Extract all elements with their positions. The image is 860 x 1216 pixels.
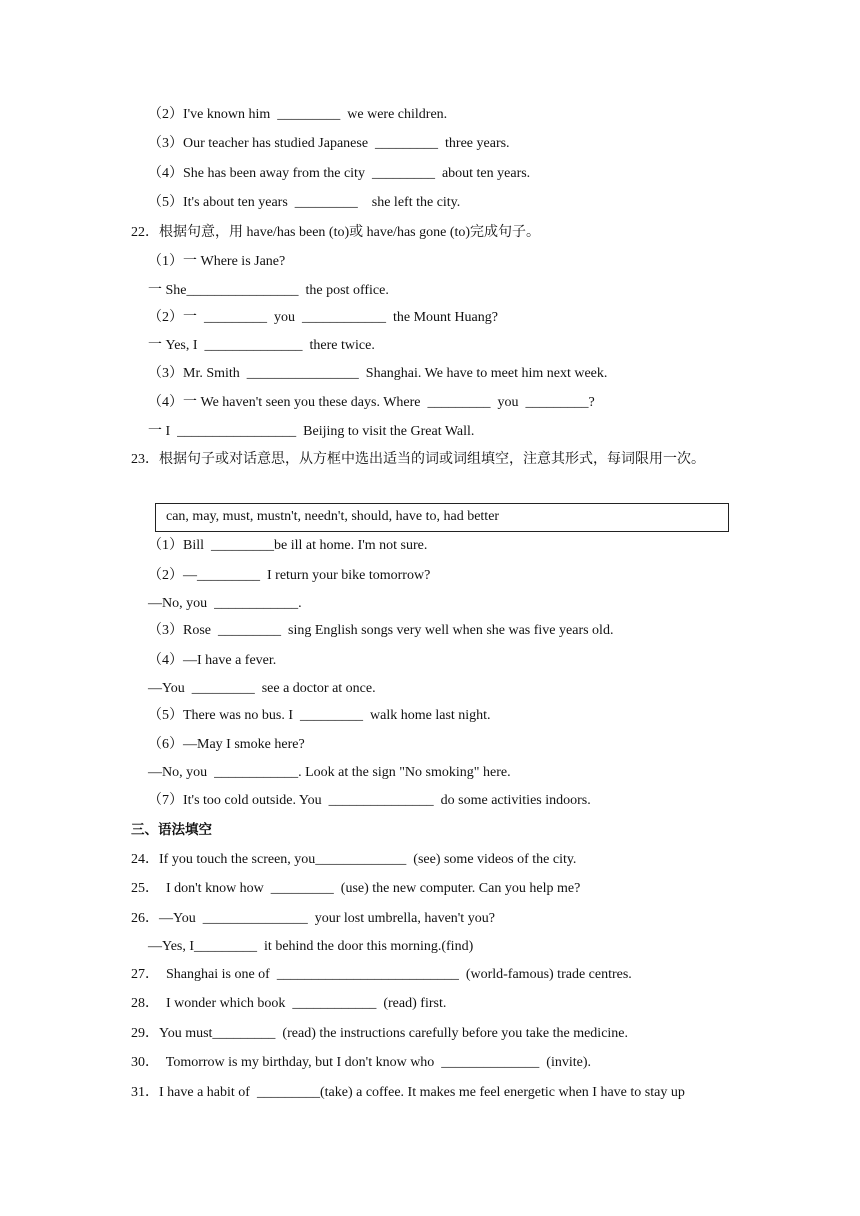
q23-item-2-question: （2）—_________ I return your bike tomorrow?: [148, 568, 431, 583]
q22-item-1-question: （1）一 Where is Jane?: [148, 254, 286, 269]
section-heading-grammar-fill: 三、语法填空: [131, 822, 212, 838]
q23-item-5: （5）There was no bus. I _________ walk home last night.: [148, 708, 491, 723]
q23-item-3: （3）Rose _________ sing English songs very well when she was five years old.: [148, 623, 614, 638]
q22-item-2-question: （2）一 _________ you ____________ the Mount Huang?: [148, 310, 498, 325]
q23-instruction: 23．根据句子或对话意思，从方框中选出适当的词或词组填空，注意其形式，每词限用一次。: [131, 452, 705, 467]
q30: 30． Tomorrow is my birthday, but I don't know who ______________ (invite).: [131, 1055, 592, 1070]
q23-item-4-question: （4）—I have a fever.: [148, 653, 277, 668]
q23-item-2-answer: —No, you ____________.: [148, 596, 302, 611]
q21-item-3: （3）Our teacher has studied Japanese _________ three years.: [148, 136, 510, 151]
q23-item-6-answer: —No, you ____________. Look at the sign "No smoking" here.: [148, 765, 511, 780]
q22-item-4-question: （4）一 We haven't seen you these days. Where _________ you _________?: [148, 395, 595, 410]
q27: 27． Shanghai is one of __________________________ (world-famous) trade centres.: [131, 967, 632, 982]
q23-item-4-answer: —You _________ see a doctor at once.: [148, 681, 376, 696]
q25: 25． I don't know how _________ (use) the new computer. Can you help me?: [131, 881, 581, 896]
q23-item-1: （1）Bill _________be ill at home. I'm not sure.: [148, 538, 428, 553]
word-box-text: can, may, must, mustn't, needn't, should, have to, had better: [166, 509, 500, 524]
word-box: [155, 503, 729, 532]
q31: 31．I have a habit of _________(take) a coffee. It makes me feel energetic when I have to stay up: [131, 1085, 685, 1100]
q22-instruction: 22．根据句意，用 have/has been (to)或 have/has gone (to)完成句子。: [131, 225, 541, 240]
q24: 24．If you touch the screen, you_____________ (see) some videos of the city.: [131, 852, 577, 867]
q26-question: 26．—You _______________ your lost umbrella, haven't you?: [131, 911, 495, 926]
q21-item-4: （4）She has been away from the city _________ about ten years.: [148, 166, 531, 181]
q22-item-4-answer: 一 I _________________ Beijing to visit the Great Wall.: [148, 424, 475, 439]
q22-item-1-answer: 一 She________________ the post office.: [148, 283, 389, 298]
q22-item-2-answer: 一 Yes, I ______________ there twice.: [148, 338, 375, 353]
q26-answer: —Yes, I_________ it behind the door this morning.(find): [148, 939, 474, 954]
q23-item-6-question: （6）—May I smoke here?: [148, 737, 305, 752]
q23-item-7: （7）It's too cold outside. You _______________ do some activities indoors.: [148, 793, 591, 808]
q22-item-3: （3）Mr. Smith ________________ Shanghai. We have to meet him next week.: [148, 366, 608, 381]
q28: 28． I wonder which book ____________ (read) first.: [131, 996, 447, 1011]
q21-item-2: （2）I've known him _________ we were children.: [148, 107, 448, 122]
q21-item-5: （5）It's about ten years _________ she left the city.: [148, 195, 461, 210]
q29: 29．You must_________ (read) the instructions carefully before you take the medicine.: [131, 1026, 629, 1041]
